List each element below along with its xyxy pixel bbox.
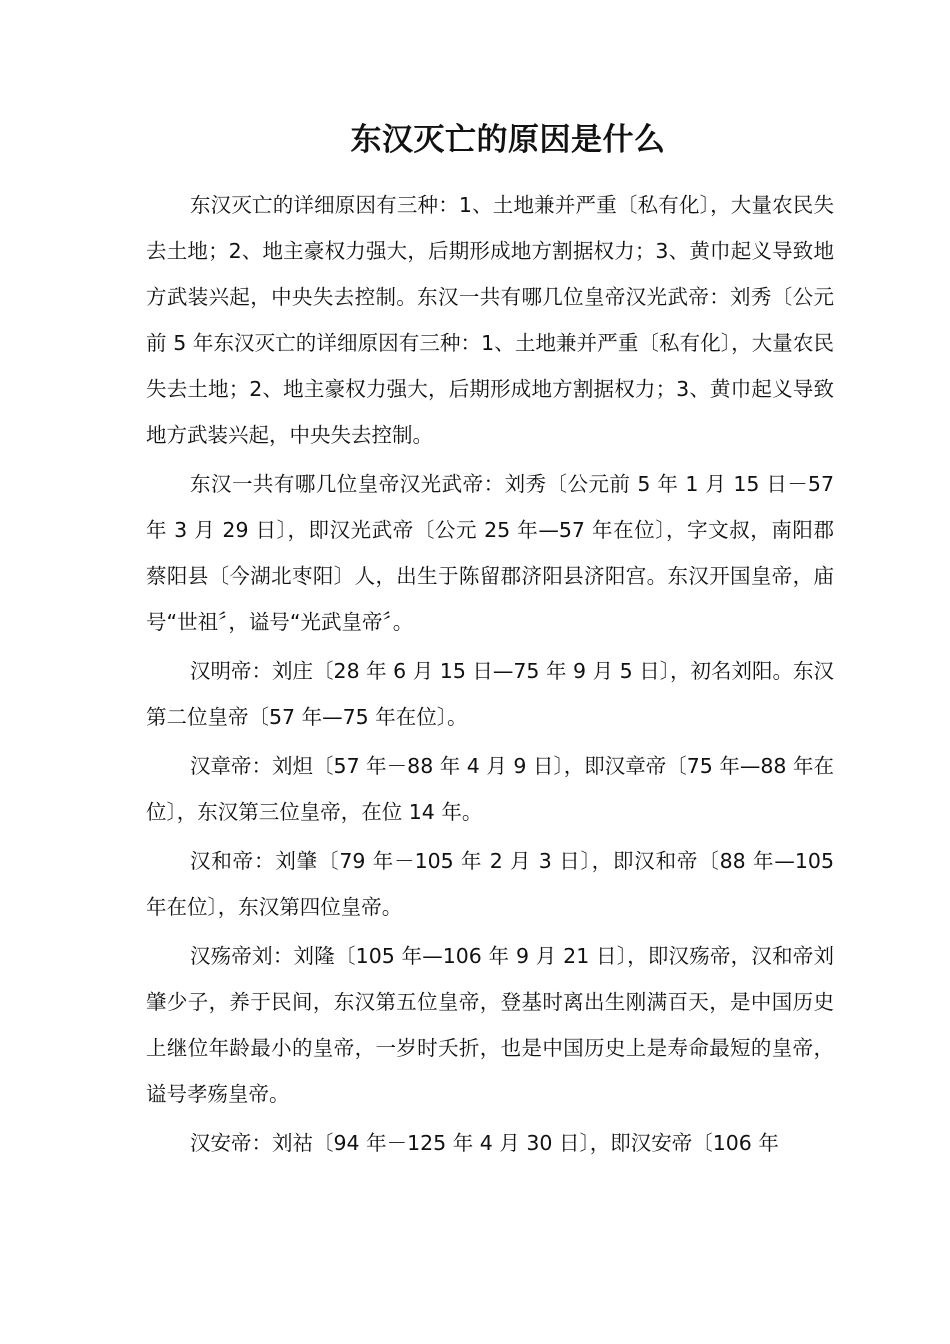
paragraph-he: 汉和帝：刘肇〔79 年－105 年 2 月 3 日〕，即汉和帝〔88 年—105 年在位〕，东汉第四位皇帝。 xyxy=(146,849,834,919)
document-body xyxy=(146,182,834,1169)
paragraph-ming: 汉明帝：刘庄〔28 年 6 月 15 日—75 年 9 月 5 日〕，初名刘阳。东汉第二位皇帝〔57 年—75 年在位〕。 xyxy=(146,659,834,729)
paragraph-an: 汉安帝：刘祜〔94 年－125 年 4 月 30 日〕，即汉安帝〔106 年 xyxy=(190,1131,779,1155)
paragraph-zhang: 汉章帝：刘炟〔57 年－88 年 4 月 9 日〕，即汉章帝〔75 年—88 年在位〕，东汉第三位皇帝，在位 14 年。 xyxy=(146,754,834,824)
paragraph-shang: 汉殇帝刘：刘隆〔105 年—106 年 9 月 21 日〕，即汉殇帝，汉和帝刘肇少子，养于民间，东汉第五位皇帝，登基时离出生刚满百天，是中国历史上继位年龄最小的皇帝，一岁时夭折，也是中国历史上是寿命最短的皇帝，谥号孝殇皇帝。 xyxy=(146,944,834,1106)
paragraph-guangwu: 东汉一共有哪几位皇帝汉光武帝：刘秀〔公元前 5 年 1 月 15 日－57 年 3 月 29 日〕，即汉光武帝〔公元 25 年—57 年在位〕，字文叔，南阳郡蔡阳县〔今湖北枣阳〕人，出生于陈留郡济阳县济阳宫。东汉开国皇帝，庙号“世祖〞，谥号“光武皇帝〞。 xyxy=(146,472,834,634)
paragraph-causes: 东汉灭亡的详细原因有三种：1、土地兼并严重〔私有化〕，大量农民失去土地；2、地主豪权力强大，后期形成地方割据权力；3、黄巾起义导致地方武装兴起，中央失去控制。东汉一共有哪几位皇帝汉光武帝：刘秀〔公元前 5 年东汉灭亡的详细原因有三种：1、土地兼并严重〔私有化〕，大量农民失去土地；2、地主豪权力强大，后期形成地方割据权力；3、黄巾起义导致地方武装兴起，中央失去控制。 xyxy=(146,193,834,447)
document-title: 东汉灭亡的原因是什么 xyxy=(350,122,666,158)
